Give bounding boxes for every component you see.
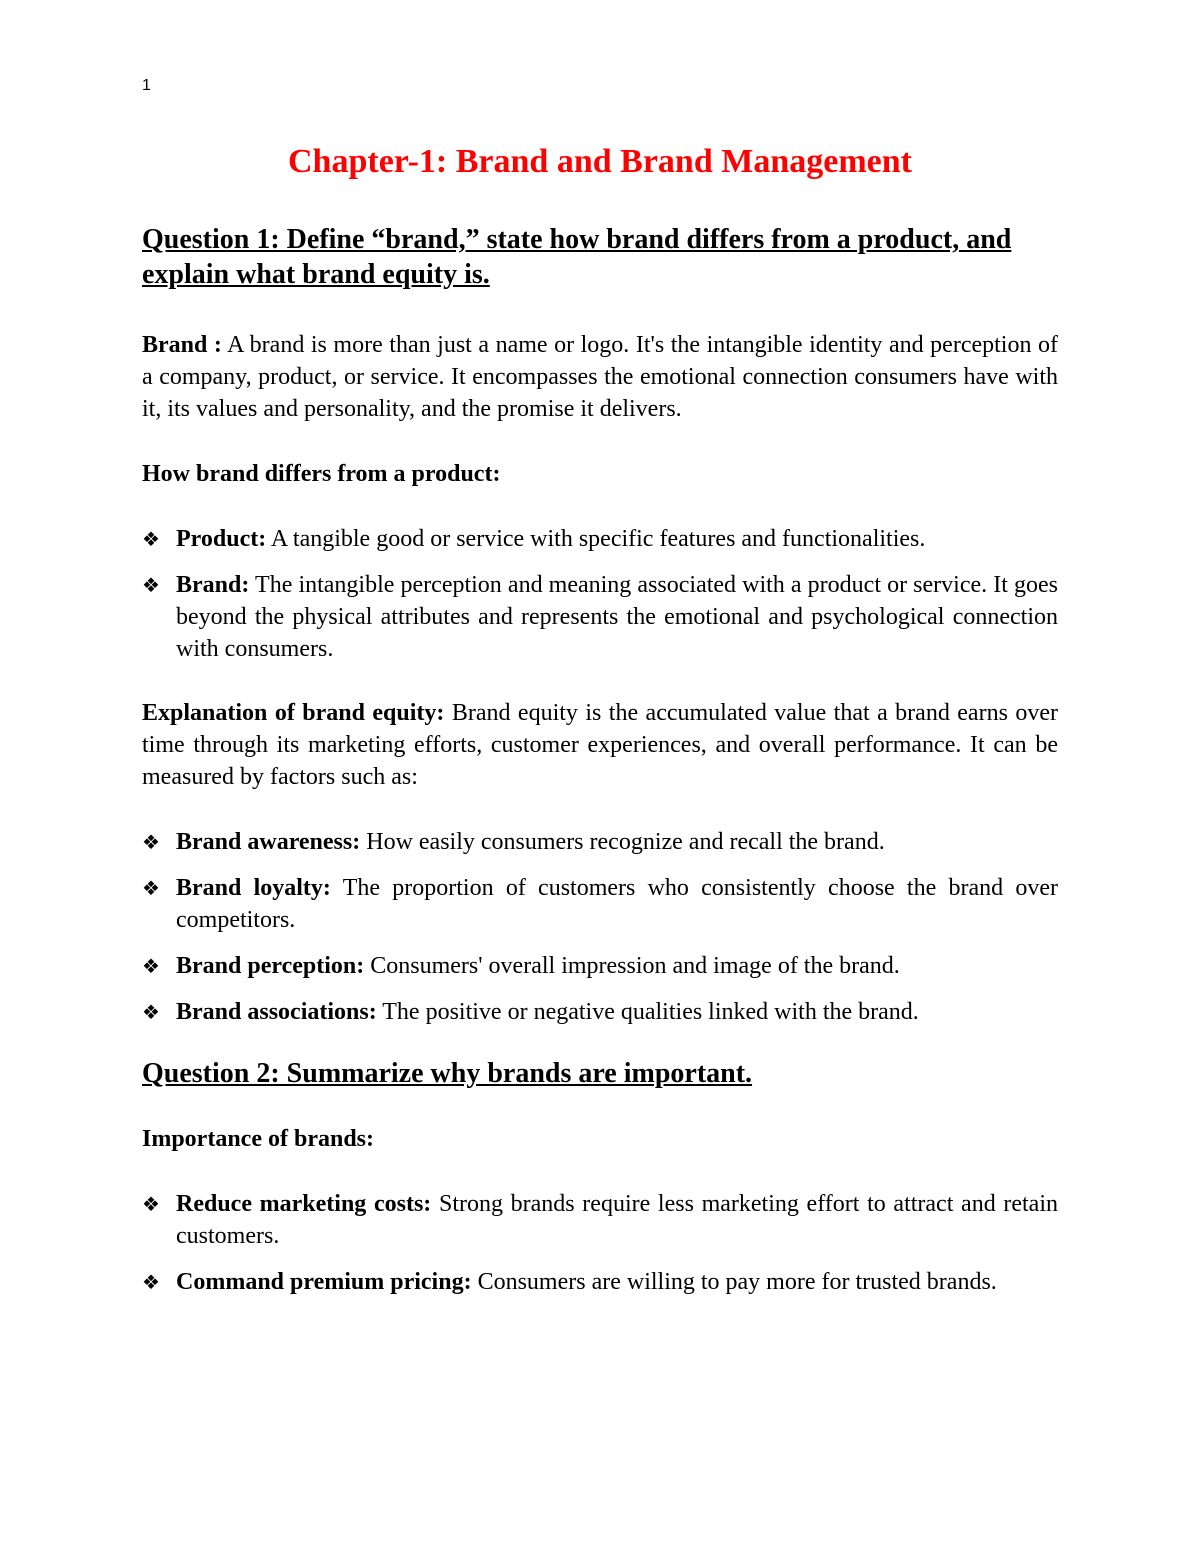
list-item-text: Consumers' overall impression and image of the brand. [364,953,900,979]
list-item-term: Brand associations: [176,999,377,1025]
brand-equity-explanation [142,697,1058,793]
list-item-term: Reduce marketing costs: [176,1191,432,1217]
brand-equity-text: Brand equity is the accumulated value that a brand earns over time through its marketing efforts, customer experiences, and overall performance. It can be measured by factors such as: [142,700,1058,790]
diamond-bullet-icon: ❖ [142,1192,160,1216]
list-item [142,1188,1058,1252]
list-item-term: Brand perception: [176,953,365,979]
list-item-term: Brand: [176,572,250,598]
differs-heading: How brand differs from a product: [142,461,501,487]
brand-equity-term: Explanation of brand equity: [142,700,445,726]
list-item [142,826,1058,858]
list-item [142,569,1058,665]
brand-definition [142,329,1058,425]
list-item-text: The positive or negative qualities linked with the brand. [376,999,919,1025]
brand-definition-text: A brand is more than just a name or logo. It's the intangible identity and perception of a company, product, or service. It encompasses the emotional connection consumers have with it, its values and personality, and the promise it delivers. [142,332,1058,422]
diamond-bullet-icon: ❖ [142,954,160,978]
list-item [142,523,1058,555]
list-item-term: Product: [176,526,267,552]
equity-factors-list [142,826,1058,1028]
list-item-term: Brand awareness: [176,829,361,855]
list-item-text: How easily consumers recognize and recall the brand. [360,829,885,855]
list-item [142,872,1058,936]
list-item-text: The intangible perception and meaning associated with a product or service. It goes beyond the physical attributes and represents the emotional and psychological connection with consumers. [176,572,1058,662]
list-item [142,996,1058,1028]
chapter-title: Chapter-1: Brand and Brand Management [288,143,912,180]
list-item [142,950,1058,982]
diamond-bullet-icon: ❖ [142,830,160,854]
diamond-bullet-icon: ❖ [142,876,160,900]
list-item-term: Brand loyalty: [176,875,331,901]
diamond-bullet-icon: ❖ [142,573,160,597]
question-2-heading: Question 2: Summarize why brands are important. [142,1058,753,1089]
document-body [142,140,1058,1298]
list-item-term: Command premium pricing: [176,1269,472,1295]
diamond-bullet-icon: ❖ [142,1000,160,1024]
brand-definition-term: Brand : [142,332,222,358]
importance-list [142,1188,1058,1298]
list-item-text: Consumers are willing to pay more for trusted brands. [471,1269,997,1295]
list-item-text: A tangible good or service with specific features and functionalities. [266,526,926,552]
list-item [142,1266,1058,1298]
importance-heading: Importance of brands: [142,1126,374,1152]
diamond-bullet-icon: ❖ [142,1270,160,1294]
differs-list [142,523,1058,665]
list-item-text: The proportion of customers who consistently choose the brand over competitors. [176,875,1058,933]
question-1-heading: Question 1: Define “brand,” state how brand differs from a product, and explain what brand equity is. [142,224,1012,290]
diamond-bullet-icon: ❖ [142,527,160,551]
list-item-text: Strong brands require less marketing effort to attract and retain customers. [176,1191,1058,1249]
page-number: 1 [142,77,151,94]
